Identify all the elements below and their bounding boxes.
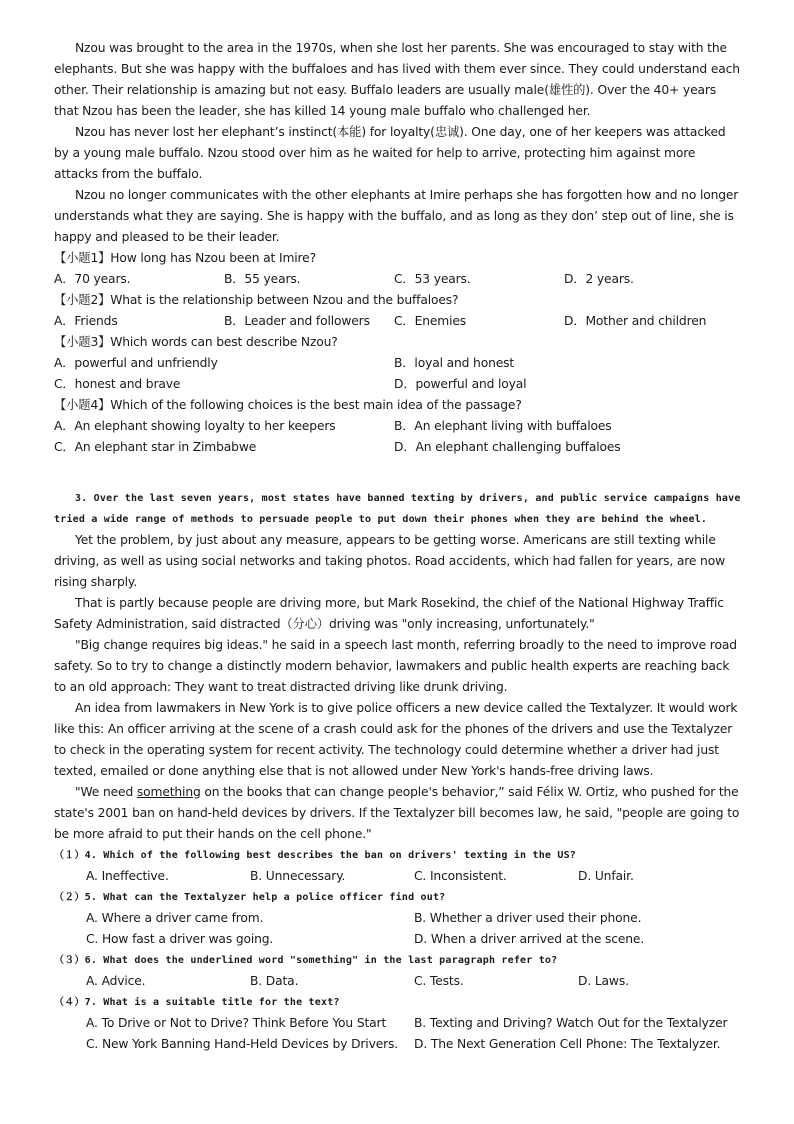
option-a[interactable]: A．Friends xyxy=(54,314,118,328)
paragraph: "Big change requires big ideas." he said in a speech last month, referring broadly to the need to improve road safety. So to try to change a distinctly modern behavior, lawmakers and public health experts are reaching back to an old approach: They want to treat distracted driving like drunk driving. xyxy=(54,638,737,694)
options-row xyxy=(54,437,740,458)
option-d[interactable]: D．powerful and loyal xyxy=(394,377,527,391)
option-c[interactable]: C. Tests. xyxy=(414,974,464,988)
option-a[interactable]: A. To Drive or Not to Drive? Think Before You Start xyxy=(86,1016,387,1030)
options-row xyxy=(86,1013,740,1034)
paragraph: That is partly because people are driving more, but Mark Rosekind, the chief of the National Highway Traffic Safety Administration, said distracted（分心）driving was "only increasing, unfortunately." xyxy=(54,596,724,631)
exam-page xyxy=(54,38,740,1055)
option-b[interactable]: B. Data. xyxy=(250,974,299,988)
question-text: 5. What can the Textalyzer help a police officer find out? xyxy=(84,892,446,903)
option-c[interactable]: C. Inconsistent. xyxy=(414,869,507,883)
option-d[interactable]: D．An elephant challenging buffaloes xyxy=(394,440,621,454)
paragraph: An idea from lawmakers in New York is to give police officers a new device called the Textalyzer. It would work like this: An officer arriving at the scene of a crash could ask for the phones of the drivers and use the Textalyzer to check in the operating system for recent activity. The technology could determine whether a driver had just texted, emailed or done anything else that is not allowed under New York's hands-free driving laws. xyxy=(54,701,738,778)
options-row xyxy=(86,866,740,887)
option-a[interactable]: A．70 years. xyxy=(54,272,131,286)
passage-nzou xyxy=(54,38,740,458)
option-a[interactable]: A．powerful and unfriendly xyxy=(54,356,218,370)
question-stem xyxy=(54,887,740,908)
question-text: 7. What is a suitable title for the text? xyxy=(84,997,340,1008)
question-number: （３） xyxy=(54,955,85,966)
options-row xyxy=(54,374,740,395)
option-c[interactable]: C．Enemies xyxy=(394,314,467,328)
option-d[interactable]: D．Mother and children xyxy=(564,314,707,328)
option-a[interactable]: A. Ineffective. xyxy=(86,869,169,883)
options-row xyxy=(86,908,740,929)
text-after: on the books that can change people's behavior,” said Félix W. Ortiz, who pushed for the state's 2001 ban on hand-held devices by drivers. If the Textalyzer bill becomes law, he said, "people are going to be more afraid to put their hands on the cell phone." xyxy=(54,785,740,841)
option-c[interactable]: C．honest and brave xyxy=(54,377,181,391)
question-text: 4. Which of the following best describes the ban on drivers' texting in the US? xyxy=(84,850,577,861)
option-d[interactable]: D. Unfair. xyxy=(578,869,634,883)
question-stem: 【小题1】How long has Nzou been at Imire? xyxy=(54,251,316,265)
option-b[interactable]: B．55 years. xyxy=(224,272,301,286)
question-number: （１） xyxy=(54,850,85,861)
section-gap xyxy=(54,458,740,488)
paragraph: Nzou has never lost her elephant’s instinct(本能) for loyalty(忠诚). One day, one of her keepers was attacked by a young male buffalo. Nzou stood over him as he waited for help to arrive, protecting him against more attacks from the buffalo. xyxy=(54,125,726,181)
option-c[interactable]: C．53 years. xyxy=(394,272,471,286)
option-a[interactable]: A．An elephant showing loyalty to her keepers xyxy=(54,419,336,433)
passage-intro-line: 3. Over the last seven years, most states have banned texting by drivers, and public service campaigns have xyxy=(75,493,741,504)
options-row xyxy=(54,416,740,437)
passage-intro-line: tried a wide range of methods to persuade people to put down their phones when they are behind the wheel. xyxy=(54,514,708,525)
question-stem xyxy=(54,845,740,866)
question-stem xyxy=(54,950,740,971)
option-d[interactable]: D. The Next Generation Cell Phone: The Textalyzer. xyxy=(414,1037,721,1051)
paragraph: Yet the problem, by just about any measure, appears to be getting worse. Americans are still texting while driving, as well as using social networks and taking photos. Road accidents, which had fallen for years, are now rising sharply. xyxy=(54,533,725,589)
options-row xyxy=(86,929,740,950)
question-stem: 【小题3】Which words can best describe Nzou? xyxy=(54,335,338,349)
passage-texting xyxy=(54,488,740,1055)
option-c[interactable]: C. How fast a driver was going. xyxy=(86,932,274,946)
option-b[interactable]: B．loyal and honest xyxy=(394,356,515,370)
option-c[interactable]: C. New York Banning Hand-Held Devices by Drivers. xyxy=(86,1037,399,1051)
option-d[interactable]: D. When a driver arrived at the scene. xyxy=(414,932,645,946)
option-c[interactable]: C．An elephant star in Zimbabwe xyxy=(54,440,257,454)
options-row xyxy=(54,353,740,374)
options-row xyxy=(54,269,740,290)
option-a[interactable]: A. Where a driver came from. xyxy=(86,911,264,925)
option-b[interactable]: B. Whether a driver used their phone. xyxy=(414,911,642,925)
options-row xyxy=(86,971,740,992)
question-number: （４） xyxy=(54,997,85,1008)
question-stem xyxy=(54,992,740,1013)
paragraph-last xyxy=(54,782,740,845)
option-b[interactable]: B．Leader and followers xyxy=(224,314,370,328)
paragraph: Nzou was brought to the area in the 1970s, when she lost her parents. She was encouraged to stay with the elephants. But she was happy with the buffaloes and has lived with them ever since. They could understand each other. Their relationship is amazing but not easy. Buffalo leaders are usually male(雄性的). Over the 40+ years that Nzou has been the leader, she has killed 14 young male buffalo who challenged her. xyxy=(54,41,740,118)
option-b[interactable]: B. Texting and Driving? Watch Out for the Textalyzer xyxy=(414,1016,728,1030)
option-a[interactable]: A. Advice. xyxy=(86,974,146,988)
underlined-word: something xyxy=(136,785,201,799)
option-b[interactable]: B．An elephant living with buffaloes xyxy=(394,419,612,433)
option-d[interactable]: D. Laws. xyxy=(578,974,629,988)
options-row xyxy=(54,311,740,332)
paragraph: Nzou no longer communicates with the other elephants at Imire perhaps she has forgotten how and no longer understands what they are saying. She is happy with the buffalo, and as long as they don’ step out of line, she is happy and pleased to be their leader. xyxy=(54,188,739,244)
text-before: "We need xyxy=(75,785,137,799)
question-stem: 【小题2】What is the relationship between Nzou and the buffaloes? xyxy=(54,293,459,307)
question-number: （２） xyxy=(54,892,85,903)
options-row xyxy=(86,1034,740,1055)
option-b[interactable]: B. Unnecessary. xyxy=(250,869,346,883)
question-stem: 【小题4】Which of the following choices is the best main idea of the passage? xyxy=(54,398,522,412)
option-d[interactable]: D．2 years. xyxy=(564,272,634,286)
question-text: 6. What does the underlined word "something" in the last paragraph refer to? xyxy=(84,955,558,966)
